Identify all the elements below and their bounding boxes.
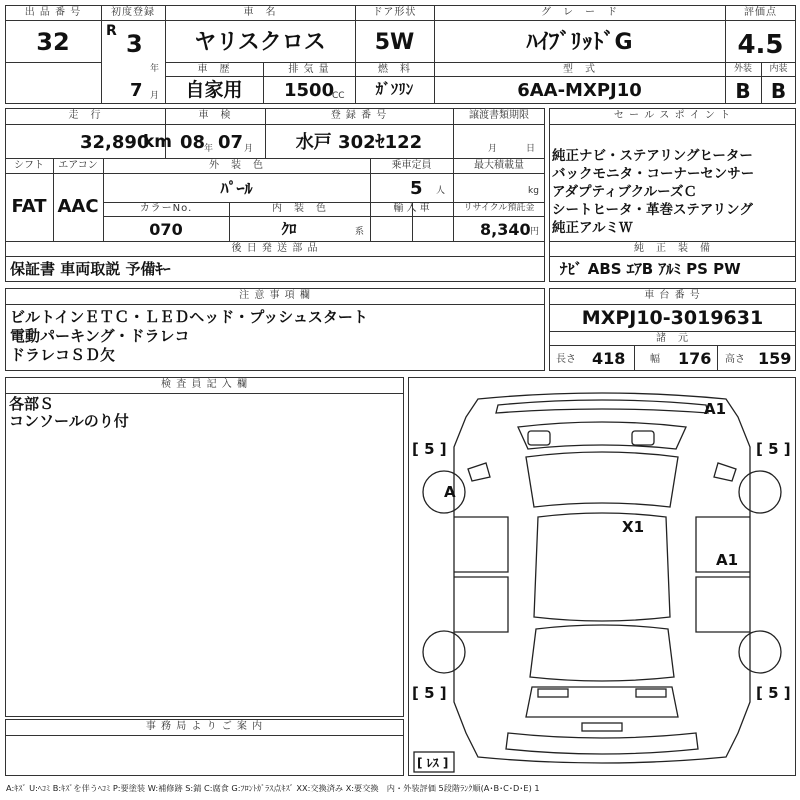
grade-value: ﾊｲﾌﾞﾘｯﾄﾞG — [526, 30, 633, 55]
wheel-rear-right — [739, 631, 781, 673]
divider — [103, 216, 545, 217]
chassis-label: 車 台 番 号 — [644, 290, 701, 301]
recycle-value: 8,340 — [480, 220, 531, 239]
note-line: ビルトインＥＴＣ・ＬＥＤヘッド・プッシュスタート — [10, 308, 368, 326]
headlight-left — [528, 431, 550, 445]
roof — [534, 513, 670, 621]
displacement-value: 1500 — [284, 80, 335, 101]
shift-label: シフト — [14, 160, 44, 171]
fuel-value: ｶﾞｿﾘﾝ — [375, 80, 414, 98]
recycle-label: リサイクル預託金 — [463, 203, 535, 213]
inspector-note: 各部Ｓ — [9, 395, 55, 413]
divider — [549, 124, 796, 125]
sales-point-item: シートヒータ・革巻ステアリング — [552, 202, 753, 218]
inspection-month-value: 07 — [218, 132, 244, 153]
transfer-day-unit: 日 — [526, 144, 536, 154]
divider — [5, 241, 545, 242]
legend-text: A:ｷｽﾞ U:ﾍｺﾐ B:ｷｽﾞを伴うﾍｺﾐ P:要塗装 W:補修跡 S:錆 C:腐食 G:ﾌﾛﾝﾄｶﾞﾗｽ点ｷｽﾞ XX:交換済み X:要交換 内・外装評価 5段階ﾗﾝｸ順(A･B･C･D･E) 1 — [6, 783, 540, 793]
width-value: 176 — [678, 349, 712, 368]
sales-point-item: 純正アルミＷ — [552, 220, 633, 236]
taillight-right — [636, 689, 666, 697]
tire-fl-depth: [ 5 ] — [412, 440, 447, 458]
interior-value: B — [770, 79, 787, 103]
equipment-value: ﾅﾋﾞ ABS ｴｱB ｱﾙﾐ PS PW — [560, 260, 741, 278]
color-no-label: カラーNo. — [139, 203, 193, 214]
divider — [5, 256, 545, 257]
documents-label: 後 日 発 送 部 品 — [231, 243, 319, 254]
mileage-value: 32,890 — [80, 132, 150, 153]
rear-window — [530, 625, 674, 681]
int-color-value: ｸﾛ — [281, 220, 297, 238]
capacity-value: 5 — [410, 178, 423, 199]
exterior-value: B — [735, 79, 751, 103]
divider — [5, 20, 796, 21]
capacity-unit: 人 — [436, 186, 446, 196]
specs-label: 諸 元 — [656, 333, 689, 344]
damage-mark-x1: X1 — [622, 518, 645, 536]
divider — [549, 256, 796, 257]
mileage-label: 走 行 — [68, 110, 102, 121]
capacity-label: 乗車定員 — [391, 160, 432, 171]
divider — [5, 124, 545, 125]
car-name-label: 車 名 — [243, 7, 277, 18]
max-load-label: 最大積載量 — [474, 160, 524, 171]
length-value: 418 — [592, 349, 626, 368]
kg-unit: kg — [528, 186, 539, 196]
wheel-rear-left — [423, 631, 465, 673]
interior-label: 内装 — [769, 64, 788, 74]
length-label: 長さ — [556, 354, 576, 365]
spare-tire-label: [ ﾚｽ ] — [417, 756, 449, 770]
mirror-left — [468, 463, 490, 481]
height-value: 159 — [758, 349, 792, 368]
color-no-value: 070 — [149, 220, 183, 239]
ext-color-label: 外 装 色 — [209, 160, 264, 171]
trunk — [526, 687, 678, 717]
sales-points-label: セ ー ル ス ポ イ ン ト — [613, 110, 732, 121]
model-label: 型 式 — [563, 64, 596, 75]
inspection-year-unit: 年 — [204, 144, 214, 154]
inspection-year-value: 08 — [180, 132, 206, 153]
divider — [5, 304, 545, 305]
sales-point-item: 純正ナビ・ステアリングヒーター — [552, 148, 753, 164]
car-diagram — [408, 377, 796, 776]
divider — [634, 345, 635, 371]
office-label: 事 務 局 よ り ご 案 内 — [145, 721, 264, 732]
int-color-suffix: 系 — [355, 227, 365, 237]
damage-mark-a1-right: A1 — [716, 551, 739, 569]
score-label: 評価点 — [744, 7, 777, 18]
divider — [549, 304, 796, 305]
damage-mark-a1-front: A1 — [704, 400, 727, 418]
month-unit: 月 — [150, 91, 160, 101]
door-front-left — [454, 517, 508, 572]
tire-rr-depth: [ 5 ] — [756, 684, 791, 702]
taillight-left — [538, 689, 568, 697]
front-bumper — [496, 400, 708, 413]
year-unit: 年 — [150, 64, 160, 74]
divider — [165, 62, 796, 63]
door-rear-left — [454, 577, 508, 632]
shift-value: FAT — [11, 196, 47, 217]
era-value: R — [106, 23, 117, 39]
inspection-month-unit: 月 — [244, 144, 254, 154]
history-label: 車 歴 — [197, 64, 231, 75]
documents-value: 保証書 車両取説 予備ｷｰ — [10, 260, 171, 278]
int-color-label: 内 装 色 — [272, 203, 327, 214]
mileage-unit: km — [143, 132, 173, 152]
divider — [165, 76, 725, 77]
divider — [717, 345, 718, 371]
divider — [5, 393, 404, 394]
divider — [5, 62, 101, 63]
inspector-note: コンソールのり付 — [9, 412, 129, 430]
yen-unit: 円 — [530, 227, 540, 237]
transfer-month-unit: 月 — [488, 144, 498, 154]
note-line: 電動パーキング・ドラレコ — [10, 327, 190, 345]
rear-plate — [582, 723, 622, 731]
divider — [5, 158, 545, 159]
chassis-value: MXPJ10-3019631 — [581, 307, 764, 329]
ext-color-value: ﾊﾟｰﾙ — [220, 179, 253, 198]
lot-no-value: 32 — [36, 28, 70, 56]
history-value: 自家用 — [185, 79, 243, 101]
cc-unit: CC — [332, 91, 345, 101]
body-outline — [454, 393, 750, 763]
registration-label: 登 録 番 号 — [330, 110, 388, 121]
month-value: 7 — [130, 80, 143, 101]
divider — [549, 331, 796, 332]
rear-bumper — [506, 733, 698, 754]
model-value: 6AA-MXPJ10 — [517, 80, 642, 101]
sales-point-item: アダプティブクルーズＣ — [552, 184, 697, 200]
headlight-right — [632, 431, 654, 445]
divider — [101, 5, 102, 104]
height-label: 高さ — [725, 354, 745, 365]
score-value: 4.5 — [737, 30, 784, 60]
wheel-front-right — [739, 471, 781, 513]
year-value: 3 — [126, 30, 143, 58]
divider — [549, 345, 796, 346]
door-label: ドア形状 — [372, 7, 417, 18]
mirror-right — [714, 463, 736, 481]
registration-value: 水戸 302ｾ122 — [295, 132, 423, 153]
notes-label: 注 意 事 項 欄 — [239, 290, 311, 301]
damage-mark-a-left: A — [444, 483, 456, 501]
door-rear-right — [696, 577, 750, 632]
grade-label: グ レ ー ド — [541, 7, 618, 18]
inspection-label: 車 検 — [198, 110, 232, 121]
car-name-value: ヤリスクロス — [194, 30, 326, 55]
divider — [5, 735, 404, 736]
width-label: 幅 — [650, 354, 660, 365]
sales-point-item: バックモニタ・コーナーセンサー — [552, 166, 755, 182]
aircon-value: AAC — [57, 196, 99, 217]
tire-rl-depth: [ 5 ] — [412, 684, 447, 702]
fuel-label: 燃 料 — [378, 64, 411, 75]
inspector-label: 検 査 員 記 入 欄 — [161, 379, 248, 390]
divider — [453, 108, 454, 241]
first-reg-label: 初度登録 — [111, 7, 155, 18]
equipment-label: 純 正 装 備 — [634, 243, 711, 254]
tire-fr-depth: [ 5 ] — [756, 440, 791, 458]
exterior-label: 外装 — [733, 64, 752, 74]
door-value: 5W — [374, 30, 415, 55]
lot-no-label: 出 品 番 号 — [24, 7, 82, 18]
displacement-label: 排 気 量 — [288, 64, 330, 75]
aircon-label: エアコン — [58, 160, 98, 171]
windshield — [526, 452, 678, 507]
transfer-label: 譲渡書類期限 — [469, 110, 529, 121]
divider — [5, 173, 545, 174]
note-line: ドラレコＳＤ欠 — [10, 346, 116, 364]
divider — [549, 241, 796, 242]
import-label: 輸 入 車 — [393, 203, 430, 214]
